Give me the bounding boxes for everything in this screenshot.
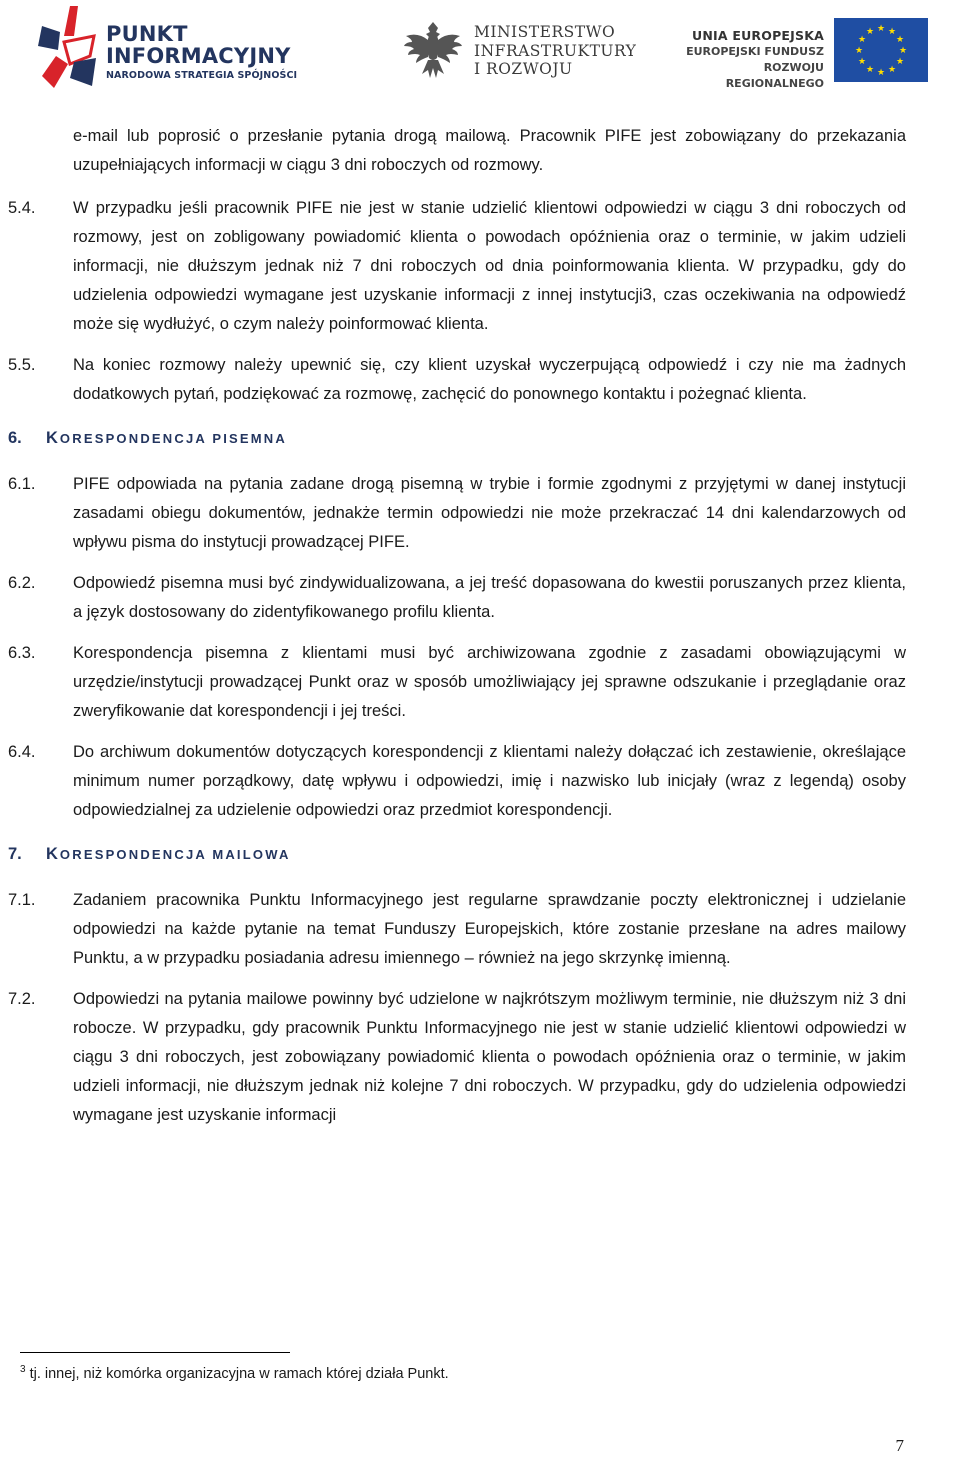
svg-text:★: ★ — [895, 35, 905, 45]
section-title: ORESPONDENCJA MAILOWA — [59, 847, 291, 862]
section-title-initial: K — [46, 845, 60, 863]
ministry-line2: INFRASTRUKTURY — [474, 41, 637, 60]
svg-text:★: ★ — [865, 65, 875, 75]
paragraph-text: Korespondencja pisemna z klientami musi być archiwizowana zgodnie z zasadami obowiązującymi w urzędzie/instytucji prowadzącej Punkt oraz w sposób umożliwiający jej sprawne odszukanie i przeglądanie oraz zweryfikowanie dat korespondencji i jej treści. — [73, 644, 906, 720]
footnote — [20, 1364, 449, 1382]
svg-text:★: ★ — [857, 57, 867, 67]
punkt-logo-line3: NARODOWA STRATEGIA SPÓJNOŚCI — [106, 70, 298, 81]
section-number: 7. — [8, 845, 22, 863]
section-title-initial: K — [46, 429, 60, 447]
svg-text:★: ★ — [887, 65, 897, 75]
star-emblem-icon — [34, 6, 104, 92]
paragraph-5-5 — [8, 351, 906, 409]
paragraph-number: 7.2. — [8, 990, 36, 1008]
section-heading-7 — [8, 843, 906, 866]
paragraph-text: Do archiwum dokumentów dotyczących korespondencji z klientami należy dołączać ich zestawienie, określające minimum numer porządkowy, datę wpływu i odpowiedzi, imię i nazwisko lub inicjały (wraz z legendą) osoby odpowiedzialnej za udzielenie odpowiedzi oraz przedmiot korespondencji. — [73, 743, 906, 819]
page-header — [0, 0, 960, 100]
paragraph-text: Odpowiedzi na pytania mailowe powinny być udzielone w najkrótszym możliwym terminie, nie dłuższym niż 3 dni robocze. W przypadku, gdy pracownik Punktu Informacyjnego nie jest w stanie udzielić klientowi odpowiedzi w ciągu 3 dni roboczych, jest zobowiązany powiadomić klienta o powodach opóźnienia oraz o terminie, w jakim udzieli informacji, nie dłuższym jednak niż kolejne 7 dni roboczych. W przypadku, gdy do udzielenia odpowiedzi wymagane jest uzyskanie informacji — [73, 990, 906, 1124]
footnote-separator — [20, 1352, 290, 1353]
svg-text:★: ★ — [876, 68, 886, 78]
section-number: 6. — [8, 429, 22, 447]
footnote-marker: 3 — [20, 1364, 26, 1375]
paragraph-6-1 — [8, 470, 906, 557]
paragraph-text: Na koniec rozmowy należy upewnić się, czy klient uzyskał wyczerpującą odpowiedź i czy nie ma żadnych dodatkowych pytań, podziękować za rozmowę, zachęcić do ponownego kontaktu i pożegnać klienta. — [73, 356, 906, 403]
paragraph-6-2 — [8, 569, 906, 627]
paragraph-text-end: , czas oczekiwania na odpowiedź może się wydłużyć, o czym należy poinformować klienta. — [73, 286, 906, 333]
footnote-reference: 3 — [642, 286, 652, 304]
paragraph-7-2 — [8, 985, 906, 1130]
punkt-informacyjny-logo — [34, 6, 304, 92]
paragraph-text: e-mail lub poprosić o przesłanie pytania drogą mailową. Pracownik PIFE jest zobowiązany do przekazania uzupełniających informacji w ciągu 3 dni roboczych od rozmowy. — [73, 127, 906, 174]
document-body — [8, 122, 906, 1142]
paragraph-7-1 — [8, 886, 906, 973]
section-title: ORESPONDENCJA PISEMNA — [59, 431, 287, 446]
paragraph-number: 6.4. — [8, 743, 36, 761]
paragraph-text: PIFE odpowiada na pytania zadane drogą pisemną w trybie i formie zgodnymi z przyjętymi w danej instytucji zasadami obiegu dokumentów, jednakże termin odpowiedzi nie może przekraczać 14 dni kalendarzowych od wpływu pisma do instytucji prowadzącej PIFE. — [73, 475, 906, 551]
eu-line1: UNIA EUROPEJSKA — [692, 28, 824, 43]
eu-line2: EUROPEJSKI FUNDUSZ — [686, 45, 824, 58]
punkt-logo-line2: INFORMACYJNY — [106, 44, 291, 68]
eu-line3: ROZWOJU REGIONALNEGO — [725, 61, 824, 90]
svg-text:★: ★ — [865, 27, 875, 37]
page-number: 7 — [895, 1436, 904, 1455]
eu-fund-logo — [664, 18, 934, 90]
paragraph-number: 5.4. — [8, 199, 36, 217]
eagle-emblem-icon — [402, 18, 464, 84]
svg-text:★: ★ — [887, 27, 897, 37]
paragraph-number: 7.1. — [8, 891, 36, 909]
svg-text:★: ★ — [876, 24, 886, 34]
footnote-text: tj. innej, niż komórka organizacyjna w ramach której działa Punkt. — [29, 1365, 449, 1382]
paragraph-number: 5.5. — [8, 356, 36, 374]
paragraph-6-3 — [8, 639, 906, 726]
paragraph-5-4 — [8, 194, 906, 339]
paragraph-text: W przypadku jeśli pracownik PIFE nie jest w stanie udzielić klientowi odpowiedzi w ciągu 3 dni roboczych od rozmowy, jest on zobligowany powiadomić klienta o powodach opóźnienia oraz o terminie, w jakim udzieli informacji, nie dłuższym jednak niż 7 dni roboczych od dnia poinformowania klienta. W przypadku, gdy do udzielenia odpowiedzi wymagane jest uzyskanie informacji z innej instytucji — [73, 199, 906, 304]
paragraph-text: Zadaniem pracownika Punktu Informacyjnego jest regularne sprawdzanie poczty elektronicznej i udzielanie odpowiedzi na każde pytanie na temat Funduszy Europejskich, które zostanie przesłane na adres mailowy Punktu, a w przypadku posiadania adresu imiennego – również na jego skrzynkę imienną. — [73, 891, 906, 967]
paragraph-number: 6.3. — [8, 644, 36, 662]
paragraph-continued — [8, 122, 906, 180]
paragraph-text: Odpowiedź pisemna musi być zindywidualizowana, a jej treść dopasowana do kwestii poruszanych przez klienta, a język dostosowany do zidentyfikowanego profilu klienta. — [73, 574, 906, 621]
svg-text:★: ★ — [854, 46, 864, 56]
svg-text:★: ★ — [857, 35, 867, 45]
paragraph-number: 6.1. — [8, 475, 36, 493]
paragraph-number: 6.2. — [8, 574, 36, 592]
ministry-line3: I ROZWOJU — [474, 60, 573, 78]
eu-flag-icon — [834, 18, 928, 82]
ministry-logo — [402, 18, 637, 84]
ministry-line1: MINISTERSTWO — [474, 23, 616, 41]
paragraph-6-4 — [8, 738, 906, 825]
section-heading-6 — [8, 427, 906, 450]
svg-text:★: ★ — [895, 57, 905, 67]
punkt-logo-line1: PUNKT — [106, 22, 188, 46]
svg-text:★: ★ — [898, 46, 908, 56]
